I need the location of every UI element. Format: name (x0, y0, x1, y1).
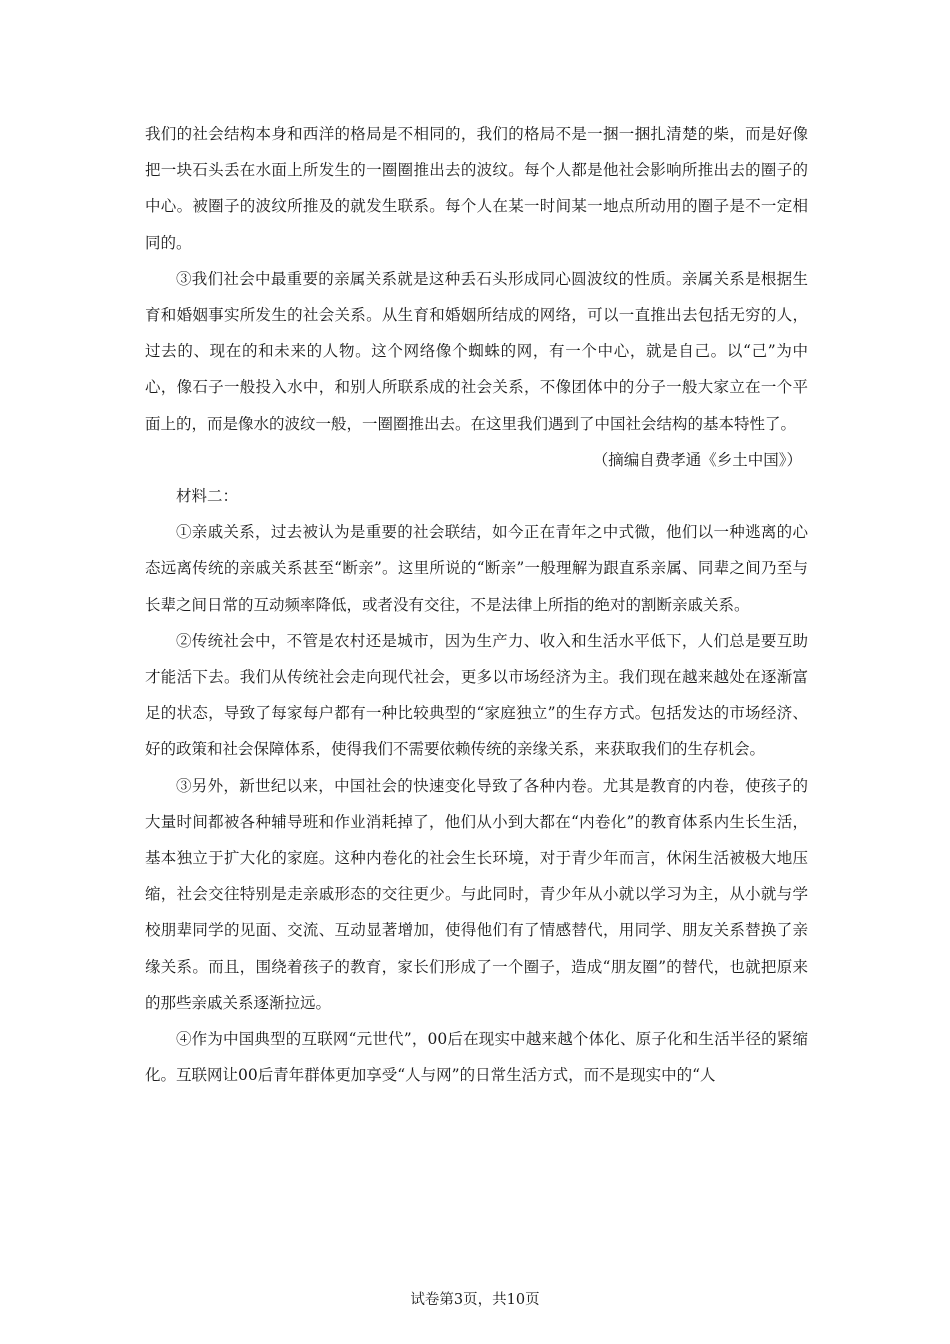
material-one-paragraph-3: ③我们社会中最重要的亲属关系就是这种丢石头形成同心圆波纹的性质。亲属关系是根据生育和婚姻事实所发生的社会关系。从生育和婚姻所结成的网络，可以一直推出去包括无穷的人，过去的、现在的和未来的人物。这个网络像个蜘蛛的网，有一个中心，就是自己。以“己”为中心，像石子一般投入水中，和别人所联系成的社会关系，不像团体中的分子一般大家立在一个平面上的，而是像水的波纹一般，一圈圈推出去。在这里我们遇到了中国社会结构的基本特性了。 (145, 269, 808, 433)
material-two-paragraph-1: ①亲戚关系，过去被认为是重要的社会联结，如今正在青年之中式微，他们以一种逃离的心态远离传统的亲戚关系甚至“断亲”。这里所说的“断亲”一般理解为跟直系亲属、同辈之间乃至与长辈之间日常的互动频率降低，或者没有交往，不是法律上所指的绝对的割断亲戚关系。 (145, 523, 808, 614)
page-footer: 试卷第3页，共10页 (410, 1292, 540, 1308)
material-one-paragraph-continued: 我们的社会结构本身和西洋的格局是不相同的，我们的格局不是一捆一捆扎清楚的柴，而是好像把一块石头丢在水面上所发生的一圈圈推出去的波纹。每个人都是他社会影响所推出去的圈子的中心。被圈子的波纹所推及的就发生联系。每个人在某一时间某一地点所动用的圈子是不一定相同的。 (145, 125, 808, 252)
reading-material (145, 116, 808, 1093)
source-citation: （摘编自费孝通《乡土中国》） (592, 450, 802, 469)
material-two-paragraph-2: ②传统社会中，不管是农村还是城市，因为生产力、收入和生活水平低下，人们总是要互助才能活下去。我们从传统社会走向现代社会，更多以市场经济为主。我们现在越来越处在逐渐富足的状态，导致了每家每户都有一种比较典型的“家庭独立”的生存方式。包括发达的市场经济、好的政策和社会保障体系，使得我们不需要依赖传统的亲缘关系，来获取我们的生存机会。 (145, 631, 808, 759)
material-two-paragraph-3: ③另外，新世纪以来，中国社会的快速变化导致了各种内卷。尤其是教育的内卷，使孩子的大量时间都被各种辅导班和作业消耗掉了，他们从小到大都在“内卷化”的教育体系内生长生活，基本独立于扩大化的家庭。这种内卷化的社会生长环境，对于青少年而言，休闲生活被极大地压缩，社会交往特别是走亲戚形态的交往更少。与此同时，青少年从小就以学习为主，从小就与学校朋辈同学的见面、交流、互动显著增加，使得他们有了情感替代，用同学、朋友关系替换了亲缘关系。而且，围绕着孩子的教育，家长们形成了一个圈子，造成“朋友圈”的替代，也就把原来的那些亲戚关系逐渐拉远。 (145, 776, 808, 1012)
material-two-heading: 材料二： (176, 487, 239, 506)
material-two-paragraph-4: ④作为中国典型的互联网“元世代”，00后在现实中越来越个体化、原子化和生活半径的紧缩化。互联网让00后青年群体更加享受“人与网”的日常生活方式，而不是现实中的“人 (145, 1030, 808, 1085)
